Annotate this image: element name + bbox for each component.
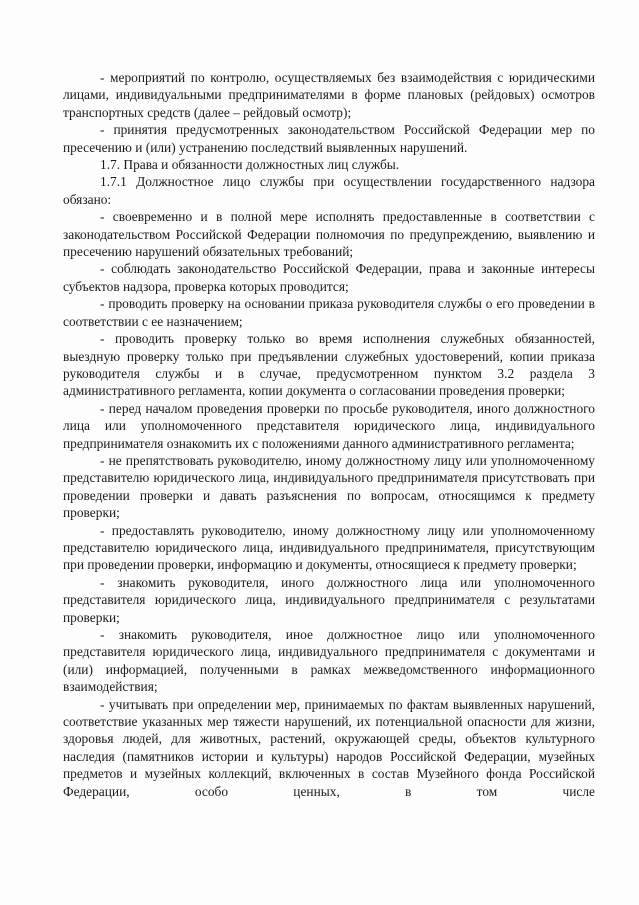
paragraph-duty-4: - проводить проверку только во время исполнения служебных обязанностей, выездную проверку только при предъявлении служебных удостоверений, копии приказа руководителя службы и в случае, предусмотренном пунктом 3.2 раздела 3 административного регламента, копии документа о согласовании проведения проверки; (63, 331, 595, 399)
paragraph-duty-5: - перед началом проведения проверки по просьбе руководителя, иного должностного лица или уполномоченного представителя юридического лица, индивидуального предпринимателя ознакомить их с положениями данного административного регламента; (63, 400, 595, 451)
paragraph-duty-2: - соблюдать законодательство Российской Федерации, права и законные интересы субъектов надзора, проверка которых проводится; (63, 261, 595, 294)
paragraph-1: - мероприятий по контролю, осуществляемых без взаимодействия с юридическими лицами, индивидуальными предпринимателями в форме плановых (рейдовых) осмотров транспортных средств (далее – рейдовый осмотр); (63, 70, 595, 120)
paragraph-duty-3: - проводить проверку на основании приказа руководителя службы о его проведении в соответствии с ее назначением; (63, 296, 595, 329)
paragraph-duty-7: - предоставлять руководителю, иному должностному лицу или уполномоченному представителю юридического лица, индивидуального предпринимателя, присутствующим при проведении проверки, информацию и документы, относящиеся к предмету проверки; (63, 522, 595, 573)
paragraph-duty-8: - знакомить руководителя, иного должностного лица или уполномоченного представителя юридического лица, индивидуального предпринимателя с результатами проверки; (63, 574, 595, 625)
paragraph-2: - принятия предусмотренных законодательством Российской Федерации мер по пресечению и (или) устранению последствий выявленных нарушений. (63, 122, 595, 155)
paragraph-duty-1: - своевременно и в полной мере исполнять предоставленные в соответствии с законодательством Российской Федерации полномочия по предупреждению, выявлению и пресечению нарушений обязательных требований; (63, 209, 595, 260)
section-heading-1-7: 1.7. Права и обязанности должностных лиц службы. (100, 157, 400, 173)
paragraph-duty-10: - учитывать при определении мер, принимаемых по фактам выявленных нарушений, соответствие указанных мер тяжести нарушений, их потенциальной опасности для жизни, здоровья людей, для животных, растений, окружающей среды, объектов культурного наследия (памятников истории и культуры) народов Российской Федерации, музейных предметов и музейных коллекций, включенных в состав Музейного фонда Российской Федерации, особо ценных, в том числе (63, 696, 595, 799)
paragraph-duty-6: - не препятствовать руководителю, иному должностному лицу или уполномоченному представителю юридического лица, индивидуального предпринимателя присутствовать при проведении проверки и давать разъяснения по вопросам, относящимся к предмету проверки; (63, 452, 595, 521)
paragraph-1-7-1: 1.7.1 Должностное лицо службы при осуществлении государственного надзора обязано: (63, 174, 595, 207)
paragraph-duty-9: - знакомить руководителя, иное должностное лицо или уполномоченного представителя юридического лица, индивидуального предпринимателя с документами и (или) информацией, полученными в рамках межведомственного информационного взаимодействия; (63, 627, 595, 695)
document-body (63, 69, 595, 800)
